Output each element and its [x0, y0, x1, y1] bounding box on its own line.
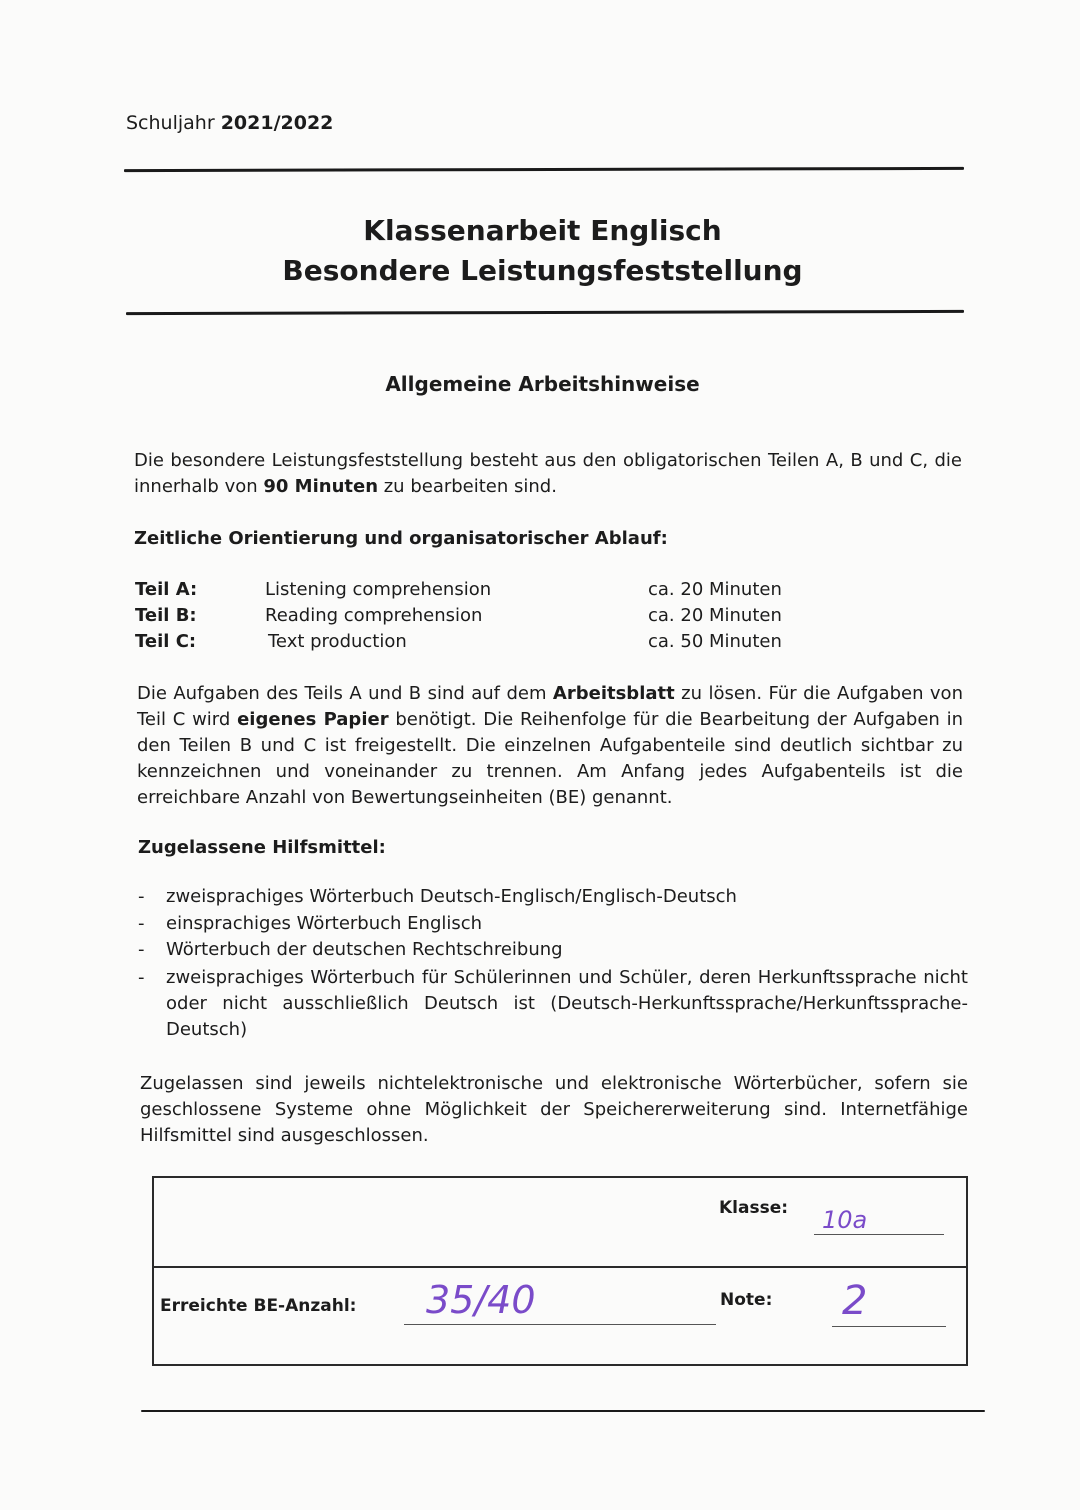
schedule-teil: Teil C:	[135, 631, 197, 652]
klasse-value: 10a	[822, 1206, 868, 1234]
schedule-teil: Teil B:	[135, 605, 197, 626]
aid-text: einsprachiges Wörterbuch Englisch	[166, 913, 483, 934]
klasse-label: Klasse:	[719, 1198, 789, 1218]
school-year-value: 2021/2022	[220, 112, 334, 134]
title-rule	[126, 310, 964, 315]
closing-paragraph: Zugelassen sind jeweils nichtelektronische und elektronische Wörterbücher, sofern sie geschlossene Systeme ohne Möglichkeit der Speichererweiterung sind. Internetfähige Hilfsmittel sind ausgeschlossen.	[140, 1073, 968, 1146]
section-heading: Allgemeine Arbeitshinweise	[385, 372, 700, 396]
schedule-teil: Teil A:	[135, 579, 198, 600]
school-year-label: Schuljahr	[126, 112, 215, 134]
title-line-2: Besondere Leistungsfeststellung	[282, 254, 803, 287]
instructions-bold-1: Arbeitsblatt	[552, 683, 675, 704]
top-rule	[124, 167, 964, 172]
instructions-text-1: Die Aufgaben des Teils A und B sind auf dem	[137, 683, 553, 704]
aid-text: zweisprachiges Wörterbuch Deutsch-Englisch/Englisch-Deutsch	[166, 886, 737, 907]
instructions-text-3: benötigt. Die Reihenfolge für die Bearbeitung der Aufgaben in den Teilen B und C ist freigestellt. Die einzelnen Aufgabenteile sind deutlich sichtbar zu kennzeichnen und voneinander zu trennen. Am Anfang jedes Aufgabenteils ist die erreichbare Anzahl von Bewertungseinheiten (BE) genannt.	[137, 709, 964, 808]
box-divider	[154, 1266, 966, 1268]
schedule-task: Reading comprehension	[265, 605, 483, 626]
instructions-paragraph	[137, 681, 963, 811]
bottom-rule	[141, 1410, 985, 1412]
aid-item	[138, 937, 968, 963]
aid-text: zweisprachiges Wörterbuch für Schülerinnen und Schüler, deren Herkunftssprache nicht oder nicht ausschließlich Deutsch ist (Deutsch-Herkunftssprache/Herkunftssprache-Deutsch)	[166, 967, 968, 1040]
schedule-time: ca. 20 Minuten	[648, 605, 782, 626]
aid-item	[138, 965, 968, 1045]
instructions-bold-2: eigenes Papier	[237, 709, 389, 730]
schedule-row	[135, 631, 835, 657]
title-line-1: Klassenarbeit Englisch	[363, 214, 722, 247]
intro-paragraph	[134, 448, 962, 500]
note-value: 2	[842, 1278, 868, 1324]
be-label: Erreichte BE-Anzahl:	[160, 1296, 357, 1316]
instructions-text-2: zu lösen. Für die Aufgaben von Teil C wird	[137, 683, 963, 730]
bullet-dash: -	[138, 939, 145, 960]
aid-item	[138, 911, 968, 937]
klasse-underline	[814, 1234, 944, 1235]
aid-item	[138, 884, 968, 910]
schedule-heading: Zeitliche Orientierung und organisatorischer Ablauf:	[134, 528, 668, 549]
school-year	[126, 112, 333, 134]
be-underline	[404, 1324, 716, 1325]
bullet-dash: -	[138, 886, 145, 907]
bullet-dash: -	[138, 913, 145, 934]
note-underline	[832, 1326, 946, 1327]
schedule-row	[135, 579, 835, 605]
intro-text-2: zu bearbeiten sind.	[378, 476, 557, 497]
schedule-task: Text production	[268, 631, 407, 652]
schedule-time: ca. 50 Minuten	[648, 631, 782, 652]
be-value: 35/40	[426, 1278, 536, 1322]
note-label: Note:	[720, 1290, 773, 1310]
aids-heading: Zugelassene Hilfsmittel:	[138, 837, 386, 858]
intro-text-1: Die besondere Leistungsfeststellung besteht aus den obligatorischen Teilen A, B und C, die innerhalb von	[134, 450, 962, 497]
bullet-dash: -	[138, 967, 145, 988]
aid-text: Wörterbuch der deutschen Rechtschreibung	[166, 939, 563, 960]
schedule-task: Listening comprehension	[265, 579, 492, 600]
intro-bold: 90 Minuten	[263, 476, 379, 497]
result-box	[152, 1176, 968, 1366]
schedule-row	[135, 605, 835, 631]
schedule-time: ca. 20 Minuten	[648, 579, 782, 600]
